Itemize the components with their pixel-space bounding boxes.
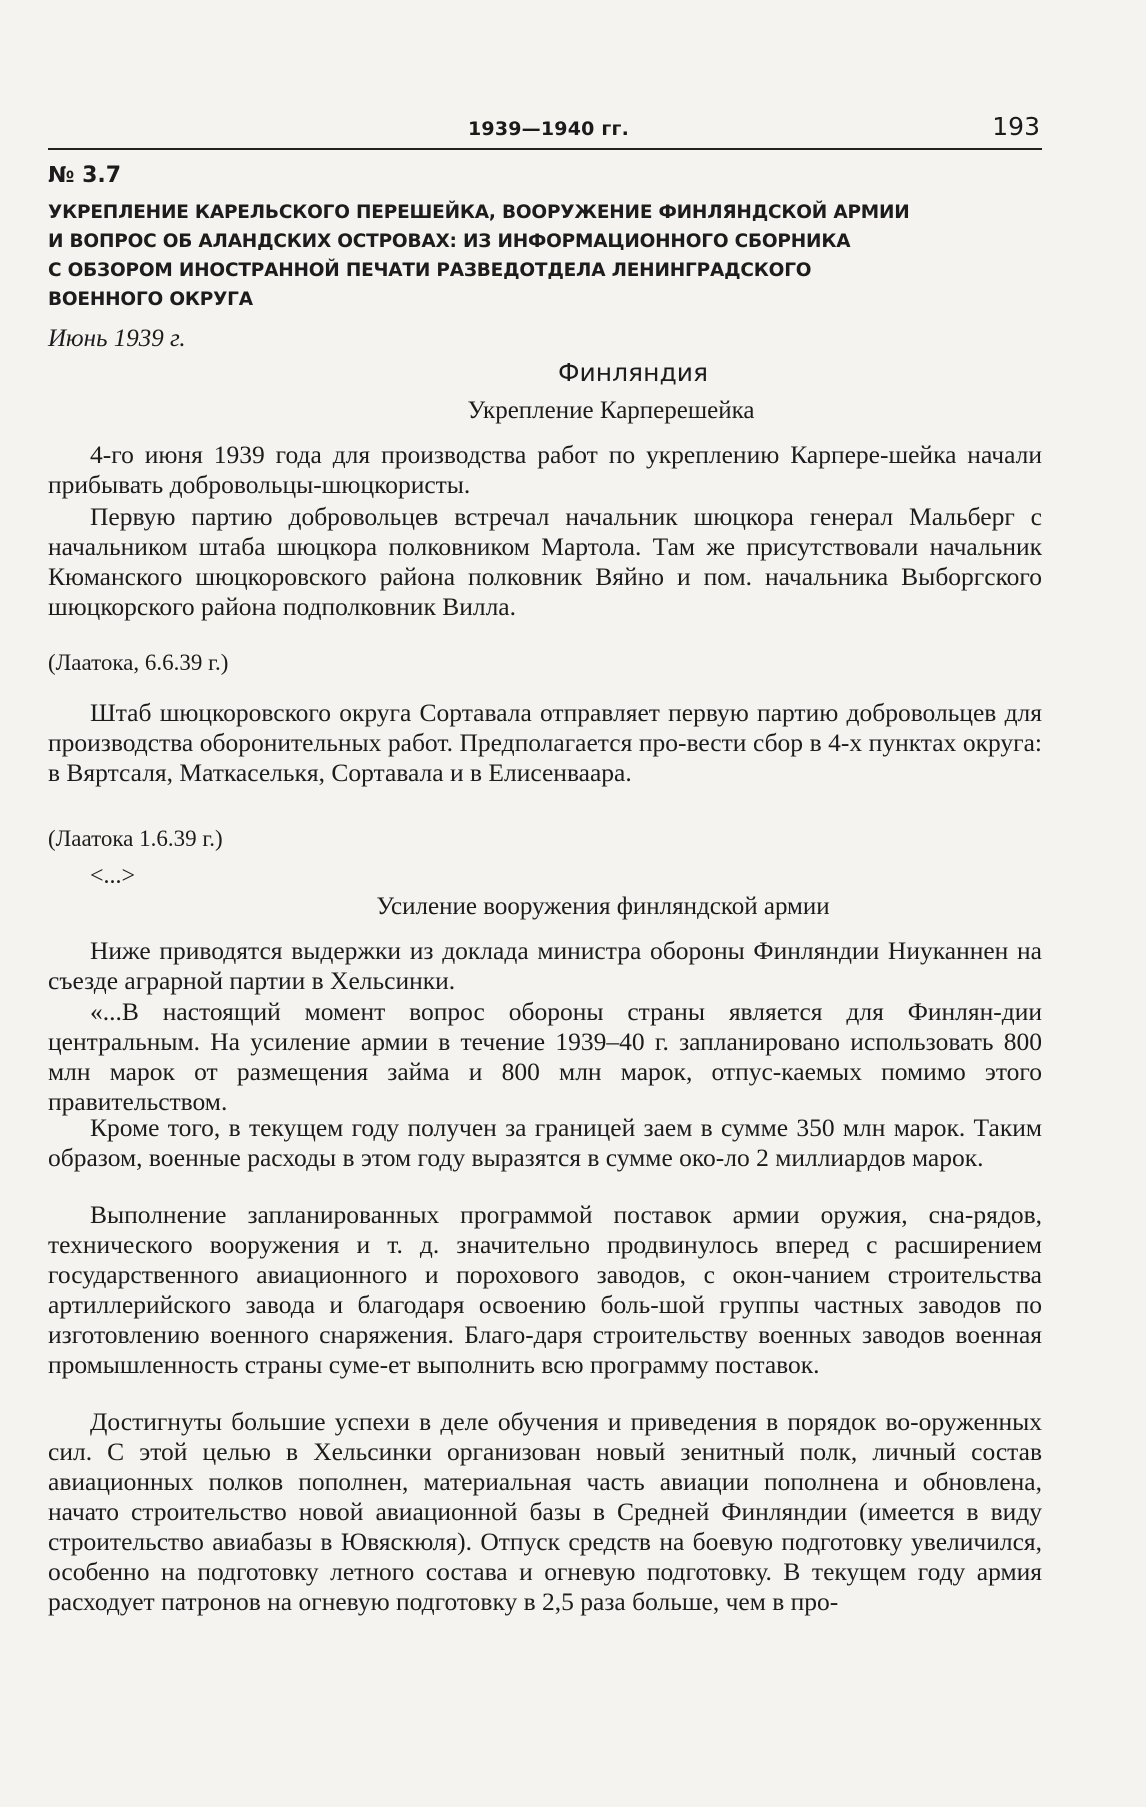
paragraph-report-intro: Ниже приводятся выдержки из доклада министра обороны Финляндии Ниуканнен на съезде аграрной партии в Хельсинки. (48, 936, 1042, 995)
country-title: Финляндия (557, 358, 709, 387)
paragraph-defense-budget: «...В настоящий момент вопрос обороны страны является для Финлян-дии центральным. На усиление армии в течение 1939–40 г. запланировано использовать 800 млн марок от размещения займа и 800 млн марок, отпус-каемых помимо этого правительством. (48, 997, 1042, 1116)
paragraph-foreign-loan: Кроме того, в текущем году получен за границей заем в сумме 350 млн марок. Таким образом, военные расходы в этом году выразятся в сумме око-ло 2 миллиардов марок. (48, 1113, 1042, 1172)
section-title-armament: Усиление вооружения финляндской армии (376, 893, 830, 920)
omission-mark: <...> (90, 863, 136, 889)
page-number: 193 (992, 112, 1040, 141)
document-number: № 3.7 (48, 163, 122, 188)
source-citation-2: (Лаатока 1.6.39 г.) (48, 826, 223, 851)
running-header (48, 112, 1042, 158)
paragraph-first-party: Первую партию добровольцев встречал начальник шюцкора генерал Мальберг с начальником штаба шюцкора полковником Мартола. Там же присутствовали начальник Кюманского шюцкоровского района полковник Вяйно и пом. начальника Выборгского шюцкорского района подполковник Вилла. (48, 502, 1042, 621)
section-title-fortification: Укрепление Карперешейка (467, 397, 755, 424)
running-title: 1939—1940 гг. (468, 118, 630, 140)
source-citation-1: (Лаатока, 6.6.39 г.) (48, 650, 229, 675)
paragraph-training-progress: Достигнуты большие успехи в деле обучения и приведения в порядок во-оруженных сил. С этой целью в Хельсинки организован новый зенитный полк, личный состав авиационных полков пополнен, материальная часть авиации пополнена и обновлена, начато строительство новой авиационной базы в Средней Финляндии (имеется в виду строительство авиабазы в Ювяскюля). Отпуск средств на боевую подготовку увеличился, особенно на подготовку летного состава и огневую подготовку. В текущем году армия расходует патронов на огневую подготовку в 2,5 раза больше, чем в про- (48, 1407, 1042, 1616)
paragraph-sortavala-staff: Штаб шюцкоровского округа Сортавала отправляет первую партию добровольцев для производства оборонительных работ. Предполагается про-вести сбор в 4-х пунктах округа: в Вяртсаля, Маткаселькя, Сортавала и в Елисенваара. (48, 698, 1042, 787)
document-date: Июнь 1939 г. (48, 325, 186, 352)
paragraph-supply-program: Выполнение запланированных программой поставок армии оружия, сна-рядов, технического вооружения и т. д. значительно продвинулось вперед с расширением государственного авиационного и порохового заводов, с окон-чанием строительства артиллерийского завода и благодаря освоению боль-шой группы частных заводов по изготовлению военного снаряжения. Благо-даря строительству военных заводов военная промышленность страны суме-ет выполнить всю программу поставок. (48, 1200, 1042, 1379)
header-rule (48, 148, 1042, 150)
document-heading: УКРЕПЛЕНИЕ КАРЕЛЬСКОГО ПЕРЕШЕЙКА, ВООРУЖЕНИЕ ФИНЛЯНДСКОЙ АРМИИ И ВОПРОС ОБ АЛАНДСКИХ ОСТРОВАХ: ИЗ ИНФОРМАЦИОННОГО СБОРНИКА С ОБЗОРОМ ИНОСТРАННОЙ ПЕЧАТИ РАЗВЕДОТДЕЛА ЛЕНИНГРАДСКОГО ВОЕННОГО ОКРУГА (48, 202, 910, 310)
paragraph-volunteers-arrival: 4-го июня 1939 года для производства работ по укреплению Карпере-шейка начали прибывать добровольцы-шюцкористы. (48, 440, 1042, 499)
